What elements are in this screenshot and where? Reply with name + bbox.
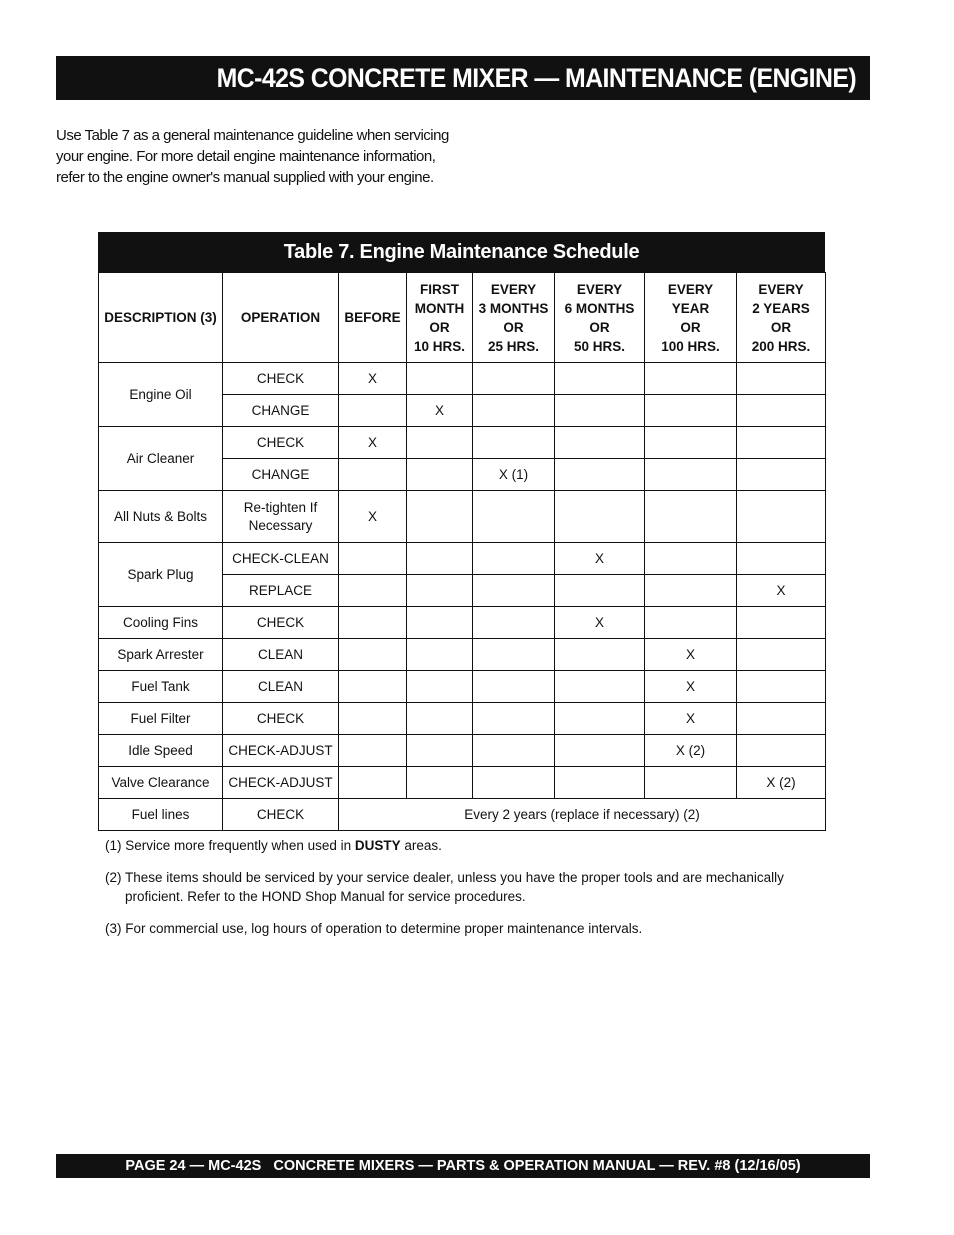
column-header xyxy=(645,273,737,363)
interval-cell xyxy=(555,363,645,395)
interval-cell xyxy=(737,735,826,767)
schedule-table xyxy=(98,272,826,831)
interval-cell xyxy=(737,491,826,543)
operation-cell: CHANGE xyxy=(223,459,339,491)
interval-cell xyxy=(473,671,555,703)
interval-cell xyxy=(737,427,826,459)
description-cell: Spark Arrester xyxy=(99,639,223,671)
interval-cell xyxy=(473,491,555,543)
interval-cell xyxy=(407,703,473,735)
operation-cell: CLEAN xyxy=(223,639,339,671)
footnote-3: (3) For commercial use, log hours of operation to determine proper maintenance intervals. xyxy=(105,921,643,936)
page-title: MC-42S CONCRETE MIXER — MAINTENANCE (ENGINE) xyxy=(216,62,856,93)
operation-cell: CHECK xyxy=(223,703,339,735)
description-cell: Idle Speed xyxy=(99,735,223,767)
interval-cell xyxy=(737,639,826,671)
interval-cell xyxy=(339,703,407,735)
column-header-line: FIRST xyxy=(420,281,459,297)
column-header-line: OPERATION xyxy=(240,310,321,325)
interval-cell xyxy=(339,767,407,799)
footnotes xyxy=(105,836,825,951)
interval-cell xyxy=(555,459,645,491)
description-cell: Air Cleaner xyxy=(99,427,223,491)
column-header xyxy=(339,273,407,363)
interval-cell xyxy=(473,427,555,459)
interval-cell xyxy=(645,543,737,575)
interval-cell xyxy=(407,735,473,767)
column-header-line: EVERY xyxy=(758,281,804,297)
operation-cell: CHECK-ADJUST xyxy=(223,735,339,767)
interval-cell xyxy=(339,543,407,575)
interval-cell xyxy=(555,395,645,427)
interval-cell: X xyxy=(339,427,407,459)
interval-cell xyxy=(407,671,473,703)
interval-cell xyxy=(339,395,407,427)
operation-cell: CHECK xyxy=(223,607,339,639)
table-row xyxy=(99,639,826,671)
interval-cell xyxy=(555,427,645,459)
table-row xyxy=(99,767,826,799)
column-header-line: EVERY xyxy=(667,281,714,297)
interval-cell xyxy=(473,767,555,799)
footnote-1-emphasis: DUSTY xyxy=(354,838,401,853)
page-header xyxy=(56,56,870,100)
interval-cell xyxy=(473,639,555,671)
interval-cell: X xyxy=(339,363,407,395)
operation-cell: Re-tighten If Necessary xyxy=(223,491,339,543)
operation-cell: CHECK xyxy=(223,427,339,459)
interval-cell xyxy=(737,703,826,735)
interval-cell: X xyxy=(555,543,645,575)
interval-cell xyxy=(473,543,555,575)
table-row xyxy=(99,671,826,703)
interval-cell xyxy=(555,767,645,799)
description-cell: Engine Oil xyxy=(99,363,223,427)
interval-cell xyxy=(555,575,645,607)
interval-cell: X xyxy=(339,491,407,543)
table-row xyxy=(99,363,826,395)
column-header-line: OR xyxy=(589,319,610,335)
interval-cell: X (2) xyxy=(737,767,826,799)
interval-cell: X xyxy=(407,395,473,427)
interval-cell: X (2) xyxy=(645,735,737,767)
interval-cell xyxy=(407,427,473,459)
interval-cell xyxy=(407,363,473,395)
table-row xyxy=(99,427,826,459)
footnote-1 xyxy=(105,836,825,855)
interval-cell: X xyxy=(737,575,826,607)
interval-cell xyxy=(339,575,407,607)
interval-cell xyxy=(645,491,737,543)
description-cell: Fuel lines xyxy=(99,799,223,831)
interval-cell xyxy=(555,491,645,543)
column-header-line: OR xyxy=(503,319,524,335)
interval-cell xyxy=(645,575,737,607)
maintenance-table xyxy=(98,232,825,831)
column-header-line: 25 HRS. xyxy=(487,338,540,354)
column-header-line: DESCRIPTION (3) xyxy=(104,310,217,325)
column-header-line: YEAR xyxy=(671,300,710,316)
column-header xyxy=(223,273,339,363)
operation-cell: CHECK-CLEAN xyxy=(223,543,339,575)
footnote-2: (2) These items should be serviced by your service dealer, unless you have the proper tools and are mechanically proficient. Refer to the HOND Shop Manual for service procedures. xyxy=(105,870,784,904)
column-header-line: 50 HRS. xyxy=(573,338,626,354)
interval-cell xyxy=(737,607,826,639)
column-header xyxy=(555,273,645,363)
operation-cell: CHANGE xyxy=(223,395,339,427)
interval-cell xyxy=(473,735,555,767)
column-header-line: EVERY xyxy=(576,281,623,297)
table-header-row xyxy=(99,273,826,363)
interval-cell xyxy=(339,639,407,671)
interval-note-cell: Every 2 years (replace if necessary) (2) xyxy=(339,799,826,831)
interval-cell: X xyxy=(645,639,737,671)
table-row xyxy=(99,703,826,735)
intro-paragraph xyxy=(56,125,476,188)
interval-cell xyxy=(737,459,826,491)
table-row xyxy=(99,491,826,543)
interval-cell xyxy=(555,703,645,735)
interval-cell xyxy=(407,639,473,671)
footnote-1-text: (1) Service more frequently when used in xyxy=(105,838,355,853)
interval-cell xyxy=(473,363,555,395)
table-row xyxy=(99,735,826,767)
page-footer xyxy=(56,1154,870,1178)
column-header-line: BEFORE xyxy=(344,310,401,325)
interval-cell xyxy=(737,543,826,575)
description-cell: All Nuts & Bolts xyxy=(99,491,223,543)
intro-line: your engine. For more detail engine maintenance information, xyxy=(56,148,436,165)
interval-cell: X xyxy=(645,703,737,735)
column-header-line: 200 HRS. xyxy=(751,338,811,354)
interval-cell xyxy=(473,395,555,427)
column-header-line: OR xyxy=(770,319,792,335)
column-header xyxy=(473,273,555,363)
interval-cell xyxy=(737,395,826,427)
interval-cell xyxy=(339,671,407,703)
interval-cell: X (1) xyxy=(473,459,555,491)
interval-cell xyxy=(407,491,473,543)
interval-cell xyxy=(407,543,473,575)
interval-cell: X xyxy=(555,607,645,639)
operation-cell: CHECK xyxy=(223,363,339,395)
column-header-line: OR xyxy=(429,319,450,335)
table-row xyxy=(99,799,826,831)
interval-cell: X xyxy=(645,671,737,703)
footnote-1-end: areas. xyxy=(400,838,442,853)
column-header-line: 10 HRS. xyxy=(413,338,466,354)
column-header-line: EVERY xyxy=(490,281,537,297)
description-cell: Fuel Tank xyxy=(99,671,223,703)
interval-cell xyxy=(645,395,737,427)
interval-cell xyxy=(737,363,826,395)
interval-cell xyxy=(407,767,473,799)
interval-cell xyxy=(339,459,407,491)
column-header-line: 2 YEARS xyxy=(752,300,810,316)
operation-cell: CHECK-ADJUST xyxy=(223,767,339,799)
column-header-line: 100 HRS. xyxy=(661,338,720,354)
interval-cell xyxy=(645,459,737,491)
interval-cell xyxy=(407,607,473,639)
table-row xyxy=(99,543,826,575)
interval-cell xyxy=(737,671,826,703)
column-header-line: OR xyxy=(680,319,701,335)
intro-line: refer to the engine owner's manual supplied with your engine. xyxy=(56,169,434,186)
interval-cell xyxy=(407,575,473,607)
interval-cell xyxy=(645,607,737,639)
table-title: Table 7. Engine Maintenance Schedule xyxy=(98,232,825,272)
column-header xyxy=(737,273,826,363)
description-cell: Spark Plug xyxy=(99,543,223,607)
column-header-line: MONTH xyxy=(414,300,465,316)
column-header xyxy=(99,273,223,363)
interval-cell xyxy=(407,459,473,491)
interval-cell xyxy=(473,703,555,735)
interval-cell xyxy=(473,607,555,639)
description-cell: Fuel Filter xyxy=(99,703,223,735)
interval-cell xyxy=(339,735,407,767)
operation-cell: CHECK xyxy=(223,799,339,831)
interval-cell xyxy=(339,607,407,639)
interval-cell xyxy=(555,671,645,703)
interval-cell xyxy=(645,363,737,395)
description-cell: Cooling Fins xyxy=(99,607,223,639)
intro-line: Use Table 7 as a general maintenance guideline when servicing xyxy=(56,127,449,144)
interval-cell xyxy=(645,767,737,799)
interval-cell xyxy=(555,639,645,671)
interval-cell xyxy=(645,427,737,459)
interval-cell xyxy=(555,735,645,767)
column-header-line: 3 MONTHS xyxy=(478,300,549,316)
operation-cell: REPLACE xyxy=(223,575,339,607)
footer-text: PAGE 24 — MC-42S CONCRETE MIXERS — PARTS & OPERATION MANUAL — REV. #8 (12/16/05) xyxy=(125,1158,801,1174)
description-cell: Valve Clearance xyxy=(99,767,223,799)
column-header-line: 6 MONTHS xyxy=(564,300,635,316)
column-header xyxy=(407,273,473,363)
interval-cell xyxy=(473,575,555,607)
table-row xyxy=(99,607,826,639)
operation-cell: CLEAN xyxy=(223,671,339,703)
